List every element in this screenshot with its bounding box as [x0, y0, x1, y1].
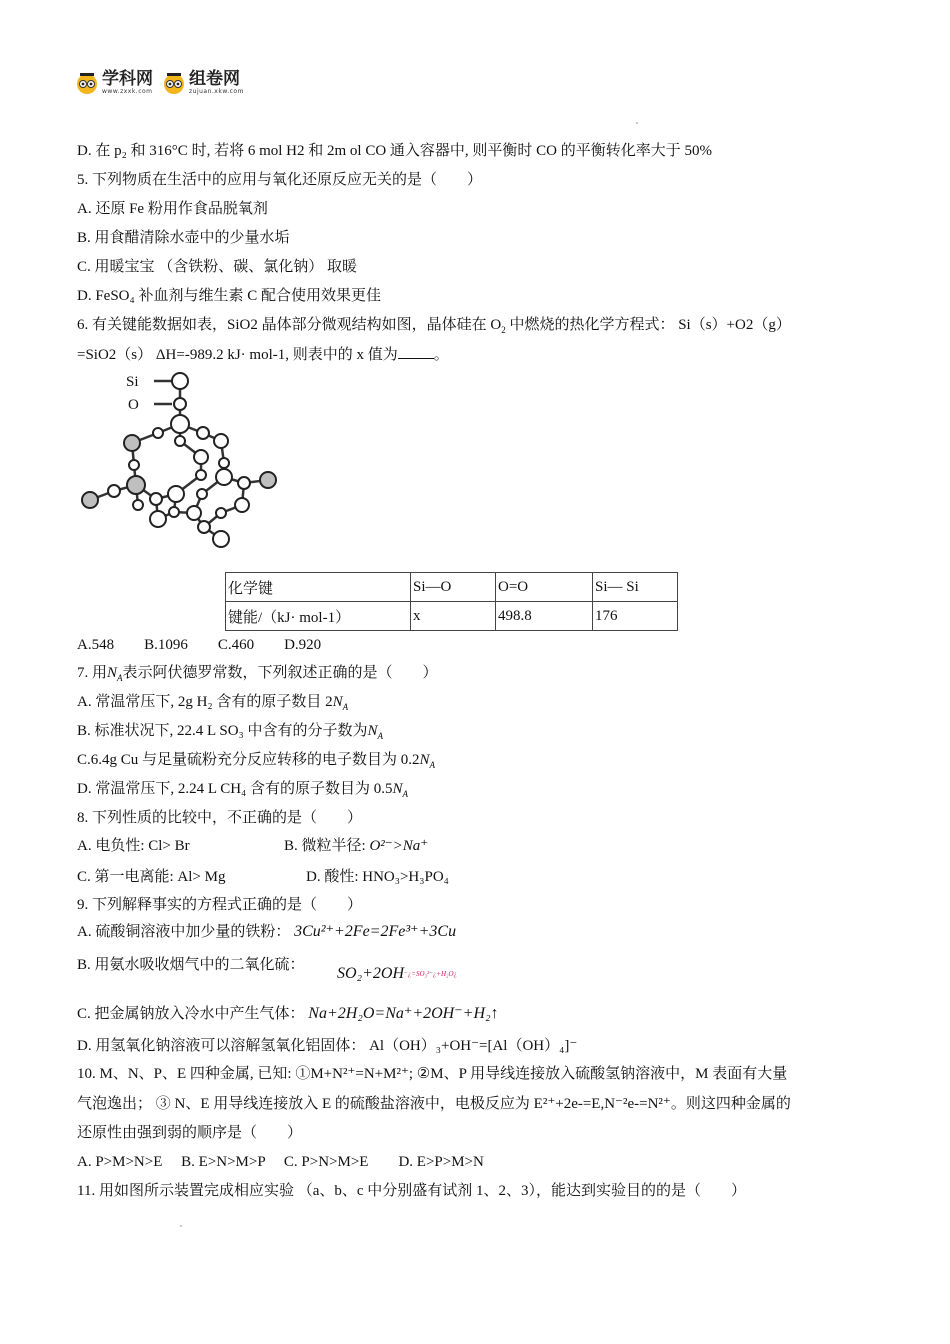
q9-option-a [77, 922, 456, 942]
q9-option-b [77, 955, 305, 975]
figure-label-si: Si [126, 374, 139, 390]
na-subscript: A [429, 760, 436, 770]
table-cell: x [411, 602, 496, 631]
q5-option-b: B. 用食醋清除水壶中的少量水垢 [77, 230, 290, 246]
header-logo [76, 70, 250, 95]
q8b-formula: O²⁻>Na⁺ [369, 838, 429, 854]
q8-option-c: C. 第一电离能: Al> Mg [77, 869, 226, 885]
table-header-cell: Si—O [411, 573, 496, 602]
logo-zxxk [102, 70, 153, 95]
q8-option-b [284, 836, 428, 856]
table-header-cell: O=O [496, 573, 593, 602]
q7-option-c [77, 750, 435, 775]
na-subscript: A [117, 673, 123, 683]
logo-zxxk-name: 学科网 [102, 69, 153, 89]
q10-stem-line2: 气泡逸出； ③ N、E 用导线连接放入 E 的硫酸盐溶液中，电极反应为 E²⁺+2e-=E,N⁻²e-=N²⁺。则这四种金属的 [77, 1096, 791, 1112]
q8b-text: B. 微粒半径: [284, 838, 370, 854]
q11-stem: 11. 用如图所示装置完成相应实验 （a、b、c 中分别盛有试剂 1、2、3），能达到实验目的的是（ ） [77, 1183, 747, 1199]
owl-logo-icon [163, 72, 185, 94]
figure-label-o: O [128, 397, 139, 413]
q5-option-c: C. 用暖宝宝 （含铁粉、碳、氯化钠） 取暖 [77, 259, 358, 275]
logo-zujuan-url: zujuan.xkw.com [189, 88, 244, 95]
na-symbol: N [107, 665, 118, 681]
q9b-formula-wrap [337, 964, 457, 984]
q7-stem-post: 表示阿伏德罗常数，下列叙述正确的是（ ） [122, 665, 438, 681]
na-symbol: N [332, 694, 343, 710]
q6-options: A.548 B.1096 C.460 D.920 [77, 637, 322, 653]
answer-blank [398, 344, 434, 359]
q4-option-d: D. 在 p₂ 和 316°C 时, 若将 6 mol H2 和 2m ol CO 通入容器中, 则平衡时 CO 的平衡转化率大于 50% [77, 143, 712, 159]
na-symbol: N [419, 752, 430, 768]
q9b-formula-tail: ⁻¿=SO₃²⁻¿+H₂O¿ [404, 970, 457, 978]
q5-stem: 5. 下列物质在生活中的应用与氧化还原反应无关的是（ ） [77, 172, 483, 188]
bond-energy-table [225, 572, 678, 631]
logo-zujuan-name: 组卷网 [189, 69, 240, 89]
q9b-text: B. 用氨水吸收烟气中的二氧化硫： [77, 957, 305, 973]
q9c-text: C. 把金属钠放入冷水中产生气体： [77, 1006, 305, 1022]
q9-option-c [77, 1004, 499, 1024]
na-subscript: A [342, 702, 349, 712]
q6-stem: 6. 有关键能数据如表，SiO2 晶体部分微观结构如图，晶体硅在 $O_2$ 中燃烧的热化学方程式： Si（s）+O2（g） [77, 317, 791, 335]
q7-option-a [77, 692, 348, 717]
q8-option-a: A. 电负性: Cl> Br [77, 838, 190, 854]
q8-stem: 8. 下列性质的比较中，不正确的是（ ） [77, 810, 363, 826]
q10-stem-line3: 还原性由强到弱的顺序是（ ） [77, 1125, 303, 1141]
q9b-formula: SO₂+2OH [337, 965, 405, 982]
q10-stem-line1: 10. M、N、P、E 四种金属, 已知: ①M+N²⁺=N+M²⁺; ②M、P 用导线连接放入硫酸氢钠溶液中，M 表面有大量 [77, 1066, 788, 1082]
q7-stem-pre: 7. 用 [77, 665, 108, 681]
q5-option-d: D. FeSO₄ 补血剂与维生素 C 配合使用效果更佳 [77, 288, 381, 304]
q9a-formula: 3Cu²⁺+2Fe=2Fe³⁺+3Cu [294, 923, 457, 940]
q7a-text: A. 常温常压下, 2g H₂ 含有的原子数目 2 [77, 694, 333, 710]
q6-equation: =SiO2（s） ΔH=-989.2 kJ· mol-1, 则表中的 x 值为 [77, 347, 398, 363]
q9-option-d: D. 用氢氧化钠溶液可以溶解氢氧化铝固体： Al（OH）₃+OH⁻=[Al（OH）₄]⁻ [77, 1038, 578, 1054]
logo-zxxk-url: www.zxxk.com [102, 88, 153, 95]
q7-stem [77, 663, 438, 688]
speck [180, 1225, 182, 1227]
table-row [226, 602, 678, 631]
table-cell: 176 [593, 602, 678, 631]
owl-logo-icon [76, 72, 98, 94]
q7c-text: C.6.4g Cu 与足量硫粉充分反应转移的电子数目为 0.2 [77, 752, 420, 768]
q7-option-d [77, 779, 408, 804]
q10-options: A. P>M>N>E B. E>N>M>P C. P>N>M>E D. E>P>M>N [77, 1154, 484, 1170]
na-subscript: A [402, 789, 409, 799]
q7b-text: B. 标准状况下, 22.4 L SO₃ 中含有的分子数为 [77, 723, 368, 739]
q6-stem-part2: 中燃烧的热化学方程式： Si（s）+O2（g） [505, 317, 791, 333]
speck [636, 122, 638, 124]
q8-option-d: D. 酸性: HNO₃>H₃PO₄ [306, 869, 449, 885]
q9-stem: 9. 下列解释事实的方程式正确的是（ ） [77, 897, 363, 913]
q6-stem-line2 [77, 344, 449, 365]
q7d-text: D. 常温常压下, 2.24 L CH₄ 含有的原子数目为 0.5 [77, 781, 393, 797]
q5-option-a: A. 还原 Fe 粉用作食品脱氧剂 [77, 201, 268, 217]
table-header-row [226, 573, 678, 602]
q9c-formula: Na+2H₂O=Na⁺+2OH⁻+H₂↑ [308, 1005, 499, 1022]
logo-zujuan [189, 70, 244, 95]
na-symbol: N [367, 723, 378, 739]
q6-end: 。 [433, 347, 449, 363]
na-subscript: A [377, 731, 384, 741]
table-cell: 498.8 [496, 602, 593, 631]
na-symbol: N [392, 781, 403, 797]
table-header-cell: 化学键 [226, 573, 411, 602]
sio2-structure-figure [76, 367, 286, 552]
q9a-text: A. 硫酸铜溶液中加少量的铁粉： [77, 924, 291, 940]
table-cell: 键能/（kJ· mol-1） [226, 602, 411, 631]
table-header-cell: Si— Si [593, 573, 678, 602]
q6-stem-part1: 6. 有关键能数据如表，SiO2 晶体部分微观结构如图，晶体硅在 O [77, 317, 502, 333]
q7-option-b [77, 721, 383, 746]
